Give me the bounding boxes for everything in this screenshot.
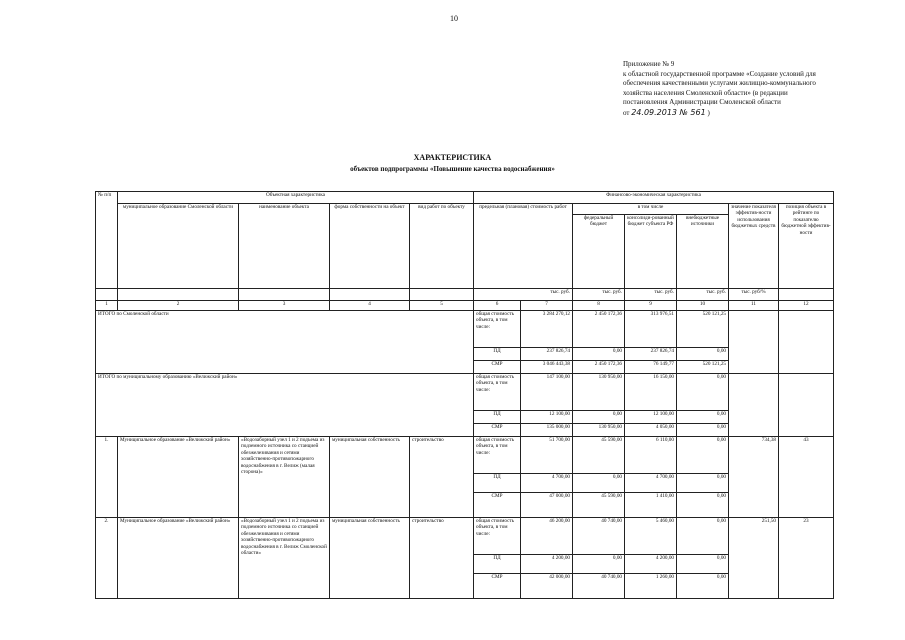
unit-max-cost: тыс. руб.	[474, 289, 573, 301]
cell-extra: 0,00	[677, 574, 729, 599]
cell-total: 135 000,00	[521, 424, 573, 437]
table-row	[96, 311, 834, 348]
cell-extra: 0,00	[677, 555, 729, 574]
cell-total: 3 046 443,38	[521, 361, 573, 374]
cell-consolidated: 4 200,00	[625, 555, 677, 574]
cell-total: 4 700,00	[521, 474, 573, 493]
column-numbers-row	[96, 301, 834, 311]
row-type: ПД	[474, 348, 521, 361]
cell-federal: 45 590,00	[573, 493, 625, 518]
object-municipality: Муниципальное образование «Велижский район»	[118, 518, 239, 599]
table-row	[96, 374, 834, 411]
row-type: СМР	[474, 424, 521, 437]
col-number: 1	[96, 301, 118, 311]
object-name: «Водозаборный узел 1 и 2 подъема из подземного источника со станцией обезжелезивания и сетями хозяйственно-противопожарного водоснабжения в г. Велиж (малая сторона)»	[239, 437, 330, 518]
header-municipality: муниципальное образование Смоленской области	[118, 204, 239, 289]
unit-indicator: тыс. руб/%	[729, 289, 779, 301]
object-name: «Водозаборный узел 1 и 2 подъема из подземного источника со станцией обезжелезивания и сетями хозяйственно-противопожарного водоснабжения в г. Велиж Смоленской области»	[239, 518, 330, 599]
table-row	[96, 437, 834, 474]
cell-consolidated: 237 826,74	[625, 348, 677, 361]
object-work-type: строительство	[410, 437, 474, 518]
header-indicator: значение показателя эффектив-ности использования бюджетных средств	[729, 204, 779, 289]
col-number: 9	[625, 301, 677, 311]
header-extrabudget: внебюджетные источники	[677, 215, 729, 289]
cell-federal: 130 950,00	[573, 424, 625, 437]
header-object-char: Объектная характеристика	[118, 192, 474, 204]
col-number: 11	[729, 301, 779, 311]
header-object-name: наименование объекта	[239, 204, 330, 289]
table-row	[96, 518, 834, 555]
object-municipality: Муниципальное образование «Велижский район»	[118, 437, 239, 518]
total-muni-label: ИТОГО по муниципальному образованию «Велижский район»	[96, 374, 474, 437]
cell-total: 237 826,74	[521, 348, 573, 361]
cell-consolidated: 76 149,77	[625, 361, 677, 374]
cell-extra: 0,00	[677, 493, 729, 518]
row-type: общая стоимость объекта, в том числе:	[474, 311, 521, 348]
total-region-label: ИТОГО по Смоленской области	[96, 311, 474, 374]
cell-total: 46 200,00	[521, 518, 573, 555]
cell-federal: 40 740,00	[573, 574, 625, 599]
units-row	[96, 289, 834, 301]
header-rank: позиция объекта в рейтинге по показателю бюджетной эффектив-ности	[779, 204, 834, 289]
object-rank: 23	[779, 518, 834, 599]
row-type: ПД	[474, 555, 521, 574]
cell-consolidated: 6 110,00	[625, 437, 677, 474]
unit-extrabudget: тыс. руб.	[677, 289, 729, 301]
row-type: общая стоимость объекта, в том числе:	[474, 437, 521, 474]
date-prefix: от	[623, 108, 630, 117]
cell-consolidated: 12 100,00	[625, 411, 677, 424]
cell-extra: 0,00	[677, 518, 729, 555]
header-federal: федеральный бюджет	[573, 215, 625, 289]
header-fin-char: Финансово-экономическая характеристика	[474, 192, 834, 204]
cell-federal: 2 450 172,36	[573, 361, 625, 374]
header-work-type: вид работ по объекту	[410, 204, 474, 289]
date-suffix: )	[707, 108, 710, 117]
cell-extra: 0,00	[677, 348, 729, 361]
object-num: 1.	[96, 437, 118, 518]
cell-extra: 0,00	[677, 474, 729, 493]
col-number: 5	[410, 301, 474, 311]
cell-federal: 0,00	[573, 474, 625, 493]
cell-consolidated: 4 700,00	[625, 474, 677, 493]
cell-federal: 45 590,00	[573, 437, 625, 474]
object-rank: 43	[779, 437, 834, 518]
cell-consolidated: 4 050,00	[625, 424, 677, 437]
unit-consolidated: тыс. руб.	[625, 289, 677, 301]
row-type: ПД	[474, 474, 521, 493]
cell-consolidated: 1 260,00	[625, 574, 677, 599]
document-subtitle: объектов подпрограммы «Повышение качества водоснабжения»	[350, 165, 555, 173]
col-number: 7	[521, 301, 573, 311]
cell-extra: 0,00	[677, 424, 729, 437]
appendix-date	[623, 108, 823, 119]
appendix-title: Приложение № 9	[623, 60, 675, 68]
row-type: общая стоимость объекта, в том числе:	[474, 518, 521, 555]
col-number: 6	[474, 301, 521, 311]
cell-federal: 130 950,00	[573, 374, 625, 411]
header-ownership: форма собственности на объект	[330, 204, 410, 289]
cell-total: 51 700,00	[521, 437, 573, 474]
document-title: ХАРАКТЕРИСТИКА	[413, 153, 492, 162]
row-type: СМР	[474, 574, 521, 599]
appendix-block	[623, 60, 823, 119]
header-num: № п/п	[96, 192, 118, 289]
row-type: СМР	[474, 361, 521, 374]
cell-extra: 520 121,25	[677, 361, 729, 374]
cell-total: 147 100,00	[521, 374, 573, 411]
cell-consolidated: 313 976,51	[625, 311, 677, 348]
col-number: 2	[118, 301, 239, 311]
cell-consolidated: 16 150,00	[625, 374, 677, 411]
cell-federal: 2 450 172,36	[573, 311, 625, 348]
cell-total: 42 000,00	[521, 574, 573, 599]
cell-total: 3 284 270,12	[521, 311, 573, 348]
cell-total: 47 000,00	[521, 493, 573, 518]
cell-federal: 40 740,00	[573, 518, 625, 555]
col-number: 12	[779, 301, 834, 311]
header-max-cost: предельная (плановая) стоимость работ	[474, 204, 573, 289]
row-type: СМР	[474, 493, 521, 518]
cell-extra: 0,00	[677, 374, 729, 411]
cell-extra: 520 121,25	[677, 311, 729, 348]
object-work-type: строительство	[410, 518, 474, 599]
appendix-body: к областной государственной программе «Создание условий для обеспечения качественными услугами жилищно-коммунального хозяйства населения Смоленской области» (в редакции постановления Администрации Смоленской области	[623, 69, 816, 107]
cell-federal: 0,00	[573, 411, 625, 424]
col-number: 10	[677, 301, 729, 311]
row-type: общая стоимость объекта, в том числе:	[474, 374, 521, 411]
header-including: в том числе	[573, 204, 729, 215]
col-number: 4	[330, 301, 410, 311]
cell-consolidated: 5 460,00	[625, 518, 677, 555]
cell-total: 12 100,00	[521, 411, 573, 424]
col-number: 8	[573, 301, 625, 311]
object-indicator: 251,50	[729, 518, 779, 599]
object-ownership: муниципальная собственность	[330, 518, 410, 599]
characteristics-table	[95, 191, 834, 599]
col-number: 3	[239, 301, 330, 311]
header-consolidated: консолиди-рованный бюджет субъекта РФ	[625, 215, 677, 289]
row-type: ПД	[474, 411, 521, 424]
cell-federal: 0,00	[573, 348, 625, 361]
object-num: 2.	[96, 518, 118, 599]
object-indicator: 734,38	[729, 437, 779, 518]
page-number: 10	[450, 14, 458, 23]
header-row-1	[96, 192, 834, 204]
cell-total: 4 200,00	[521, 555, 573, 574]
header-row-2	[96, 204, 834, 215]
object-ownership: муниципальная собственность	[330, 437, 410, 518]
cell-extra: 0,00	[677, 437, 729, 474]
cell-extra: 0,00	[677, 411, 729, 424]
unit-federal: тыс. руб.	[573, 289, 625, 301]
cell-consolidated: 1 410,00	[625, 493, 677, 518]
cell-federal: 0,00	[573, 555, 625, 574]
handwritten-date: 24.09.2013 № 561	[631, 107, 706, 117]
